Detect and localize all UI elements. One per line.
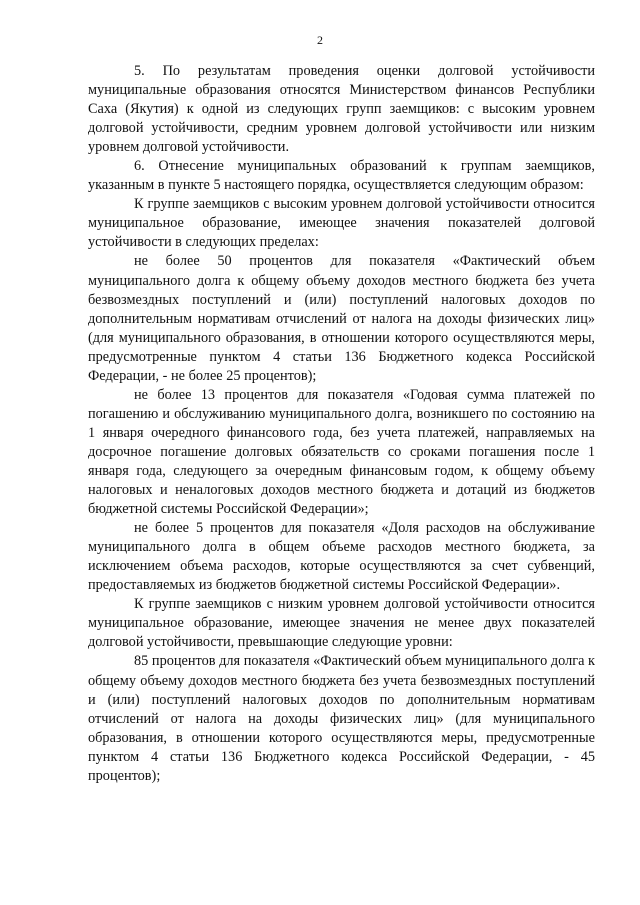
paragraph-low-stability-group: К группе заемщиков с низким уровнем долговой устойчивости относится муниципальное образование, имеющее значения не менее двух показателей долговой устойчивости, превышающие следующие уровни:: [88, 596, 595, 651]
paragraph-high-debt-volume-limit: не более 50 процентов для показателя «Фактический объем муниципального долга к общему объему доходов местного бюджета без учета безвозмездных поступлений и (или) поступлений налоговых доходов по дополнительным нормативам отчислений от налога на доходы физических лиц» (для муниципального образования, в отношении которого осуществляются меры, предусмотренные пунктом 4 статьи 136 Бюджетного кодекса Российской Федерации, - не более 25 процентов);: [88, 253, 595, 384]
paragraph-5-assessment-groups: 5. По результатам проведения оценки долговой устойчивости муниципальные образования относятся Министерством финансов Республики Саха (Якутия) к одной из следующих групп заемщиков: с высоким уровнем долговой устойчивости, средним уровнем долговой устойчивости или низким уровнем долговой устойчивости.: [88, 63, 595, 156]
page-number: 2: [317, 33, 323, 47]
paragraph-high-service-expense-limit: не более 5 процентов для показателя «Доля расходов на обслуживание муниципального долга в общем объеме расходов местного бюджета, за исключением объема расходов, которые осуществляются за счет субвенций, предоставляемых из бюджетов бюджетной системы Российской Федерации».: [88, 520, 595, 594]
paragraph-high-payments-limit: не более 13 процентов для показателя «Годовая сумма платежей по погашению и обслуживанию муниципального долга, возникшего по состоянию на 1 января очередного финансового года, без учета платежей, направляемых на досрочное погашение долговых обязательств со сроками погашения после 1 января года, следующего за очередным финансовым годом, к общему объему налоговых и неналоговых доходов местного бюджета и дотаций из бюджетов бюджетной системы Российской Федерации»;: [88, 386, 595, 518]
paragraph-6-group-assignment: 6. Отнесение муниципальных образований к группам заемщиков, указанным в пункте 5 настоящего порядка, осуществляется следующим образом:: [88, 158, 595, 194]
document-body: [88, 62, 595, 786]
paragraph-high-stability-group: К группе заемщиков с высоким уровнем долговой устойчивости относится муниципальное образование, имеющее значения показателей долговой устойчивости в следующих пределах:: [88, 196, 595, 251]
paragraph-low-debt-volume-threshold: 85 процентов для показателя «Фактический объем муниципального долга к общему объему доходов местного бюджета без учета безвозмездных поступлений и (или) поступлений налоговых доходов по дополнительным нормативам отчислений от налога на доходы физических лиц» (для муниципального образования, в отношении которого осуществляются меры, предусмотренные пунктом 4 статьи 136 Бюджетного кодекса Российской Федерации, - 45 процентов);: [88, 653, 595, 784]
